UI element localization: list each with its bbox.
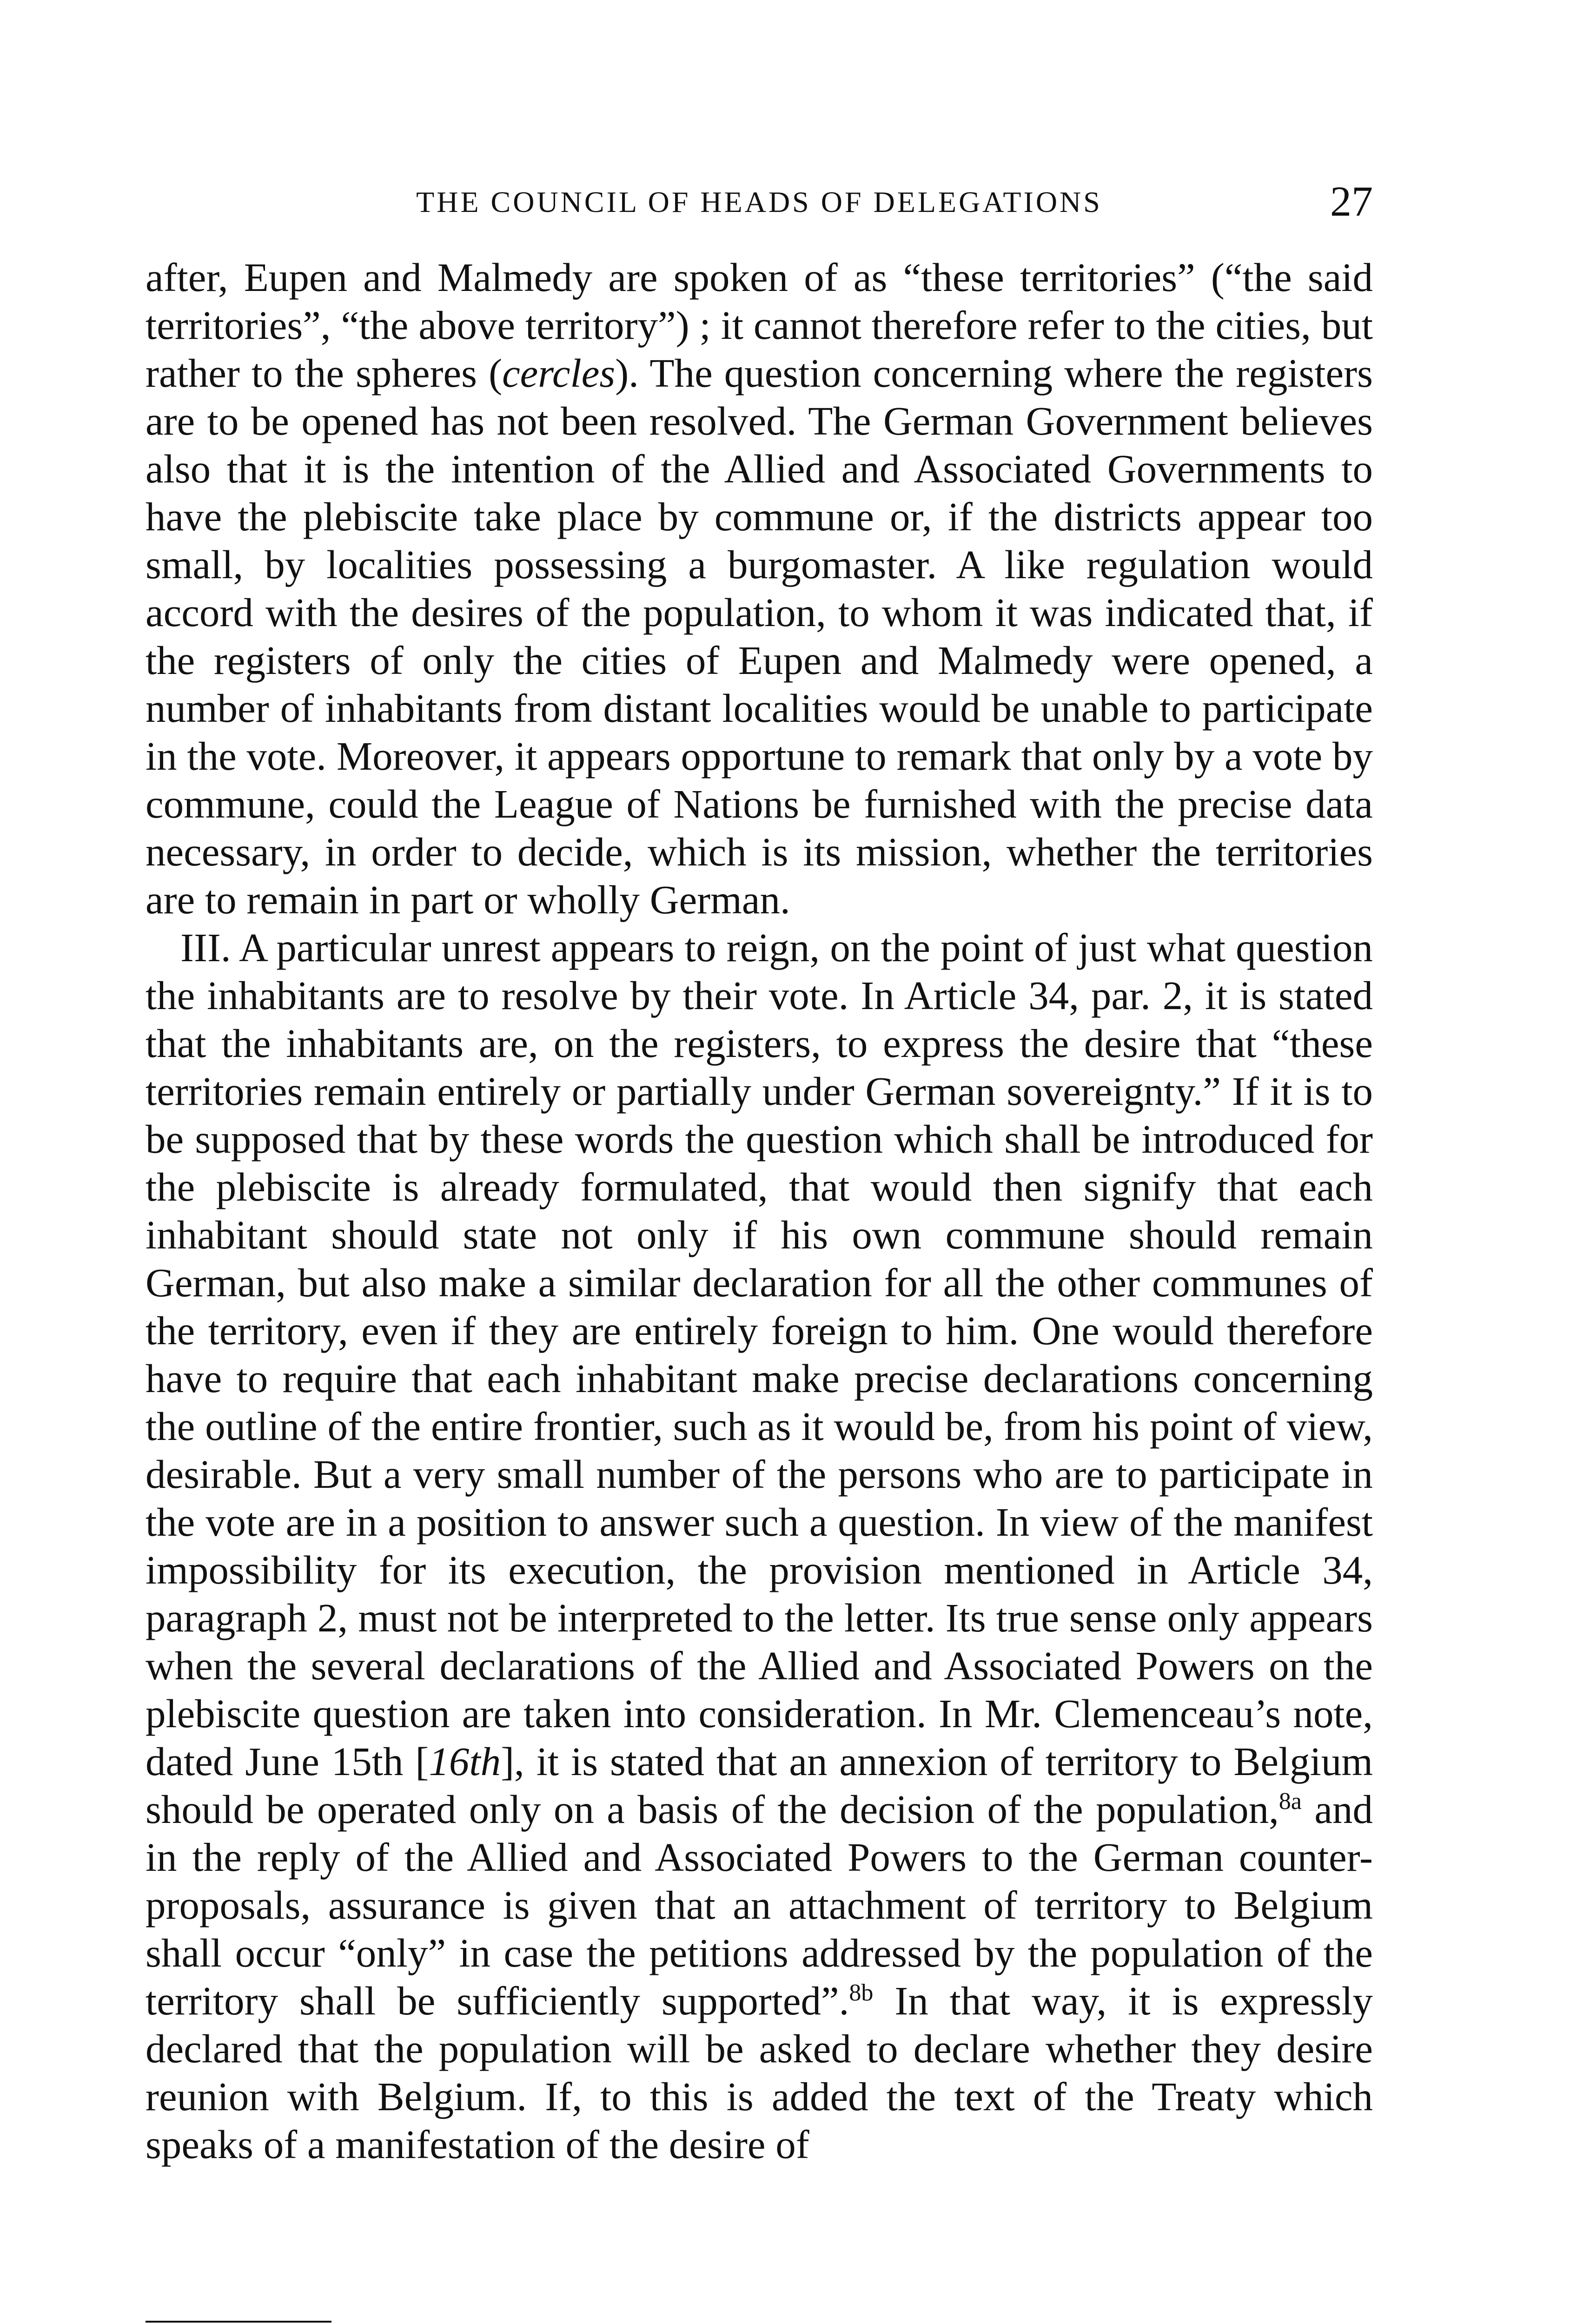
paragraph-2-text-b: ], it is stated that an annexion of territory to Belgium should be operated only on a basis of the decision of the population, — [146, 1739, 1373, 1832]
paragraph-2-text-d: In that way, it is expressly declared that the population will be asked to declare whether they desire reunion with Belgium. If, to this is added the text of the Treaty which speaks of a manifestation of the desire of — [146, 1978, 1373, 2167]
paragraph-2 — [146, 924, 1373, 2168]
paragraph-2-text-c: and in the reply of the Allied and Associated Powers to the German counter-proposals, assurance is given that an attachment of territory to Belgium shall occur “only” in case the petitions addressed by the population of the territory shall be sufficiently supported”. — [146, 1787, 1373, 2023]
running-title: THE COUNCIL OF HEADS OF DELEGATIONS — [416, 185, 1102, 218]
paragraph-1-text-b: ). The question concerning where the registers are to be opened has not been resolved. The German Government believes also that it is the intention of the Allied and Associated Governments to have the plebiscite take place by commune or, if the districts appear too small, by localities possessing a burgomaster. A like regulation would accord with the desires of the population, to whom it was indicated that, if the registers of only the cities of Eupen and Malmedy were opened, a number of inhabitants from distant localities would be unable to participate in the vote. Moreover, it appears opportune to remark that only by a vote by commune, could the League of Nations be furnished with the precise data necessary, in order to decide, which is its mission, whether the territories are to remain in part or wholly German. — [146, 350, 1373, 922]
footnote-ref-8a: 8a — [1278, 1788, 1302, 1815]
footnote-rule — [146, 2321, 331, 2323]
paragraph-2-italic-date: 16th — [429, 1739, 501, 1784]
paragraph-1-italic-cercles: cercles — [502, 350, 616, 396]
body-text — [146, 253, 1373, 2168]
page-number: 27 — [1330, 178, 1373, 225]
footnote-ref-8b: 8b — [849, 1980, 874, 2006]
paragraph-1-text-a: after, Eupen and Malmedy are spoken of as “these territories” (“the said territories”, “the above territory”) ; it cannot therefore refer to the cities, but rather to the spheres ( — [146, 255, 1373, 396]
paragraph-1 — [146, 253, 1373, 924]
running-head — [146, 177, 1373, 232]
paragraph-2-text-a: III. A particular unrest appears to reign, on the point of just what question the inhabitants are to resolve by their vote. In Article 34, par. 2, it is stated that the inhabitants are, on the registers, to express the desire that “these territories remain entirely or partially under German sovereignty.” If it is to be supposed that by these words the question which shall be introduced for the plebiscite is already formulated, that would then signify that each inhabitant should state not only if his own commune should remain German, but also make a similar declaration for all the other communes of the territory, even if they are entirely foreign to him. One would therefore have to require that each inhabitant make precise declarations concerning the outline of the entire frontier, such as it would be, from his point of view, desirable. But a very small number of the persons who are to participate in the vote are in a position to answer such a question. In view of the manifest impossibility for its execution, the provision mentioned in Article 34, paragraph 2, must not be interpreted to the letter. Its true sense only appears when the several declarations of the Allied and Associated Powers on the plebiscite question are taken into consideration. In Mr. Clemenceau’s note, dated June 15th [ — [146, 925, 1373, 1784]
